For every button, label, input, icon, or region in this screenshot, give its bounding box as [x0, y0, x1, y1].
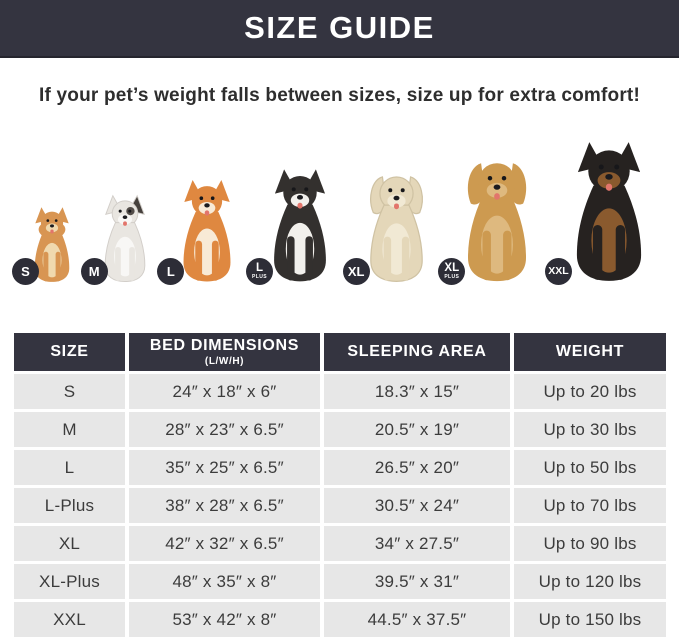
cell-sleeping-area: 26.5″ x 20″	[324, 450, 510, 485]
dog-labrador	[347, 167, 438, 283]
dog-shiba-inu	[166, 177, 245, 283]
cell-weight: Up to 90 lbs	[514, 526, 666, 561]
dog-doberman	[548, 138, 661, 283]
size-guide-table	[14, 333, 666, 637]
cell-weight: Up to 150 lbs	[514, 602, 666, 637]
dog-border-collie	[252, 166, 342, 283]
size-badge-s	[12, 258, 39, 285]
column-header-label: SLEEPING AREA	[347, 343, 487, 360]
size-badge-label: XL	[444, 261, 460, 274]
cell-size: M	[14, 412, 125, 447]
cell-weight: Up to 50 lbs	[514, 450, 666, 485]
size-badge-label: L	[166, 264, 175, 279]
size-badge-sublabel: PLUS	[444, 274, 460, 281]
cell-bed-dimensions: 24″ x 18″ x 6″	[129, 374, 320, 409]
cell-sleeping-area: 20.5″ x 19″	[324, 412, 510, 447]
column-header-label: WEIGHT	[555, 343, 625, 360]
sizing-advice-text: If your pet’s weight falls between sizes, size up for extra comfort!	[39, 85, 640, 106]
size-badge-label: XXL	[548, 265, 569, 278]
cell-bed-dimensions: 48″ x 35″ x 8″	[129, 564, 320, 599]
dog-size-illustrations	[21, 133, 661, 283]
column-header-size	[14, 333, 125, 371]
size-badge-label: S	[21, 264, 30, 279]
cell-sleeping-area: 44.5″ x 37.5″	[324, 602, 510, 637]
column-header-sleeping-area	[324, 333, 510, 371]
size-badge-l-plus	[246, 258, 273, 285]
size-badge-label: XL	[347, 264, 365, 279]
doberman-dog-icon	[557, 138, 661, 283]
dog-golden-retriever	[444, 152, 544, 283]
size-badge-label: M	[88, 264, 100, 279]
cell-weight: Up to 70 lbs	[514, 488, 666, 523]
cell-sleeping-area: 34″ x 27.5″	[324, 526, 510, 561]
page-title: SIZE GUIDE	[244, 10, 435, 45]
size-badge-xl	[343, 258, 370, 285]
column-header-sublabel: (L/W/H)	[204, 356, 245, 367]
cell-weight: Up to 30 lbs	[514, 412, 666, 447]
cell-sleeping-area: 39.5″ x 31″	[324, 564, 510, 599]
cell-bed-dimensions: 28″ x 23″ x 6.5″	[129, 412, 320, 447]
cell-bed-dimensions: 42″ x 32″ x 6.5″	[129, 526, 320, 561]
cell-weight: Up to 20 lbs	[514, 374, 666, 409]
size-guide-header	[0, 0, 679, 58]
size-badge-m	[81, 258, 108, 285]
cell-size: XL-Plus	[14, 564, 125, 599]
cell-weight: Up to 120 lbs	[514, 564, 666, 599]
cell-sleeping-area: 18.3″ x 15″	[324, 374, 510, 409]
column-header-label: BED DIMENSIONS	[149, 337, 300, 354]
column-header-weight	[514, 333, 666, 371]
cell-size: L	[14, 450, 125, 485]
size-badge-sublabel: PLUS	[252, 274, 267, 281]
column-header-bed-dimensions	[129, 333, 320, 371]
cell-bed-dimensions: 35″ x 25″ x 6.5″	[129, 450, 320, 485]
column-header-label: SIZE	[50, 343, 89, 360]
cell-bed-dimensions: 38″ x 28″ x 6.5″	[129, 488, 320, 523]
dog-pomeranian	[21, 205, 80, 283]
size-badge-xxl	[545, 258, 572, 285]
cell-size: XL	[14, 526, 125, 561]
dog-french-bulldog	[88, 193, 157, 283]
cell-sleeping-area: 30.5″ x 24″	[324, 488, 510, 523]
cell-size: L-Plus	[14, 488, 125, 523]
cell-bed-dimensions: 53″ x 42″ x 8″	[129, 602, 320, 637]
size-badge-label: L	[255, 261, 263, 274]
golden-retriever-dog-icon	[450, 152, 544, 283]
cell-size: S	[14, 374, 125, 409]
cell-size: XXL	[14, 602, 125, 637]
